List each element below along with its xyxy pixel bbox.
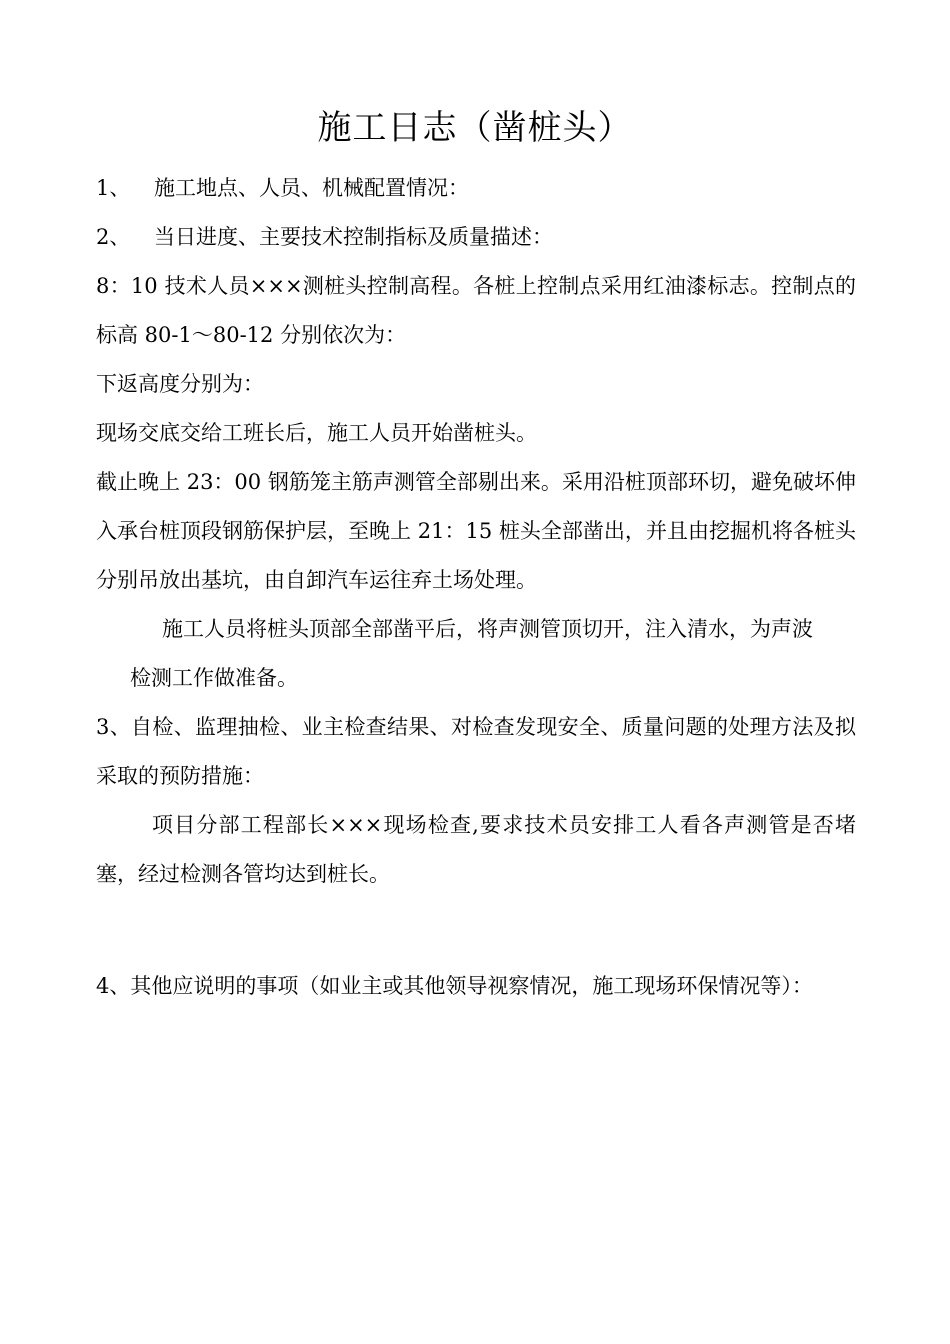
section-4: 4、其他应说明的事项（如业主或其他领导视察情况，施工现场环保情况等）：	[96, 974, 813, 998]
paragraph-leveling-line-2: 检测工作做准备。	[130, 666, 298, 690]
paragraph-leveling-line-1: 施工人员将桩头顶部全部凿平后，将声测管顶切开，注入清水，为声波	[162, 617, 813, 641]
document-body	[96, 164, 856, 1011]
paragraph-drop-height: 下返高度分别为：	[96, 372, 264, 396]
page-title: 施工日志（凿桩头）	[317, 108, 633, 148]
paragraph-inspection: 项目分部工程部长×××现场检查,要求技术员安排工人看各声测管是否堵塞，经过检测各管均达到桩长。	[96, 813, 856, 886]
section-1	[96, 164, 856, 213]
paragraph-progress: 截止晚上 23：00 钢筋笼主筋声测管全部剔出来。采用沿桩顶部环切，避免破坏伸入承台桩顶段钢筋保护层，至晚上 21：15 桩头全部凿出，并且由挖掘机将各桩头分别吊放出基坑，由自卸汽车运往弃土场处理。	[96, 470, 856, 592]
section-2-text: 当日进度、主要技术控制指标及质量描述：	[154, 225, 553, 249]
section-1-number: 1、	[96, 176, 131, 200]
paragraph-handover: 现场交底交给工班长后，施工人员开始凿桩头。	[96, 421, 537, 445]
section-3: 3、自检、监理抽检、业主检查结果、对检查发现安全、质量问题的处理方法及拟采取的预防措施：	[96, 715, 856, 788]
paragraph-elevation: 8：10 技术人员×××测桩头控制高程。各桩上控制点采用红油漆标志。控制点的标高 80-1～80-12 分别依次为：	[96, 274, 856, 347]
blank-line	[96, 899, 856, 948]
section-1-text: 施工地点、人员、机械配置情况：	[154, 176, 469, 200]
section-2-number: 2、	[96, 225, 131, 249]
section-2	[96, 213, 856, 262]
